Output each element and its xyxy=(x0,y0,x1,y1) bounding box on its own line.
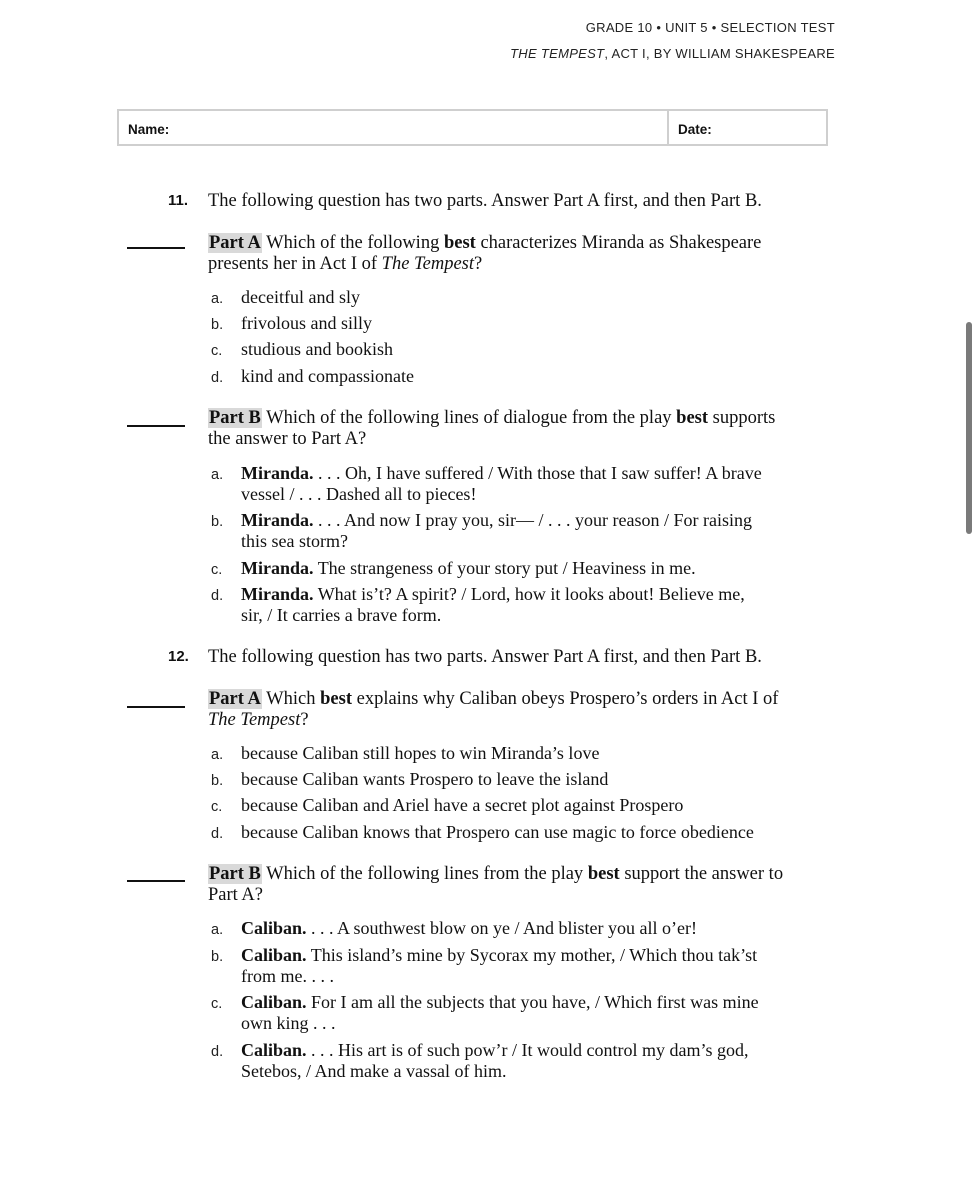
option-text: Setebos, / And make a vassal of him. xyxy=(241,1061,507,1081)
answer-blank-11b[interactable] xyxy=(127,425,185,427)
speaker-name: Caliban. xyxy=(241,1040,307,1060)
option-text: . . . His art is of such pow’r / It would control my dam’s god, xyxy=(306,1040,749,1060)
stem-text: presents her in Act I of xyxy=(208,254,382,274)
speaker-name: Miranda. xyxy=(241,584,314,604)
vertical-scrollbar[interactable] xyxy=(966,322,972,534)
option-letter: d. xyxy=(211,588,224,604)
option-text: . . . A southwest blow on ye / And blister you all o’er! xyxy=(306,918,697,938)
speaker-name: Miranda. xyxy=(241,510,314,530)
speaker-name: Caliban. xyxy=(241,945,307,965)
stem-text: supports xyxy=(708,408,776,428)
part-a-label: Part A xyxy=(209,689,261,709)
stem-italic: The Tempest xyxy=(208,710,301,730)
part-b-label: Part B xyxy=(209,408,261,428)
question-11-intro: The following question has two parts. Answer Part A first, and then Part B. xyxy=(208,191,762,211)
stem-text: the answer to Part A? xyxy=(208,429,367,449)
option-text: because Caliban and Ariel have a secret plot against Prospero xyxy=(241,795,684,815)
date-field[interactable] xyxy=(669,111,826,144)
option-letter: a. xyxy=(211,922,224,938)
option-letter: c. xyxy=(211,996,223,1012)
stem-italic: The Tempest xyxy=(381,254,474,274)
header-title-rest: , ACT I, BY WILLIAM SHAKESPEARE xyxy=(604,46,835,61)
option-letter: b. xyxy=(211,317,224,333)
speaker-name: Miranda. xyxy=(241,558,314,578)
option-letter: c. xyxy=(211,343,223,359)
stem-text: ? xyxy=(474,254,483,274)
option-letter: c. xyxy=(211,562,223,578)
stem-bold: best xyxy=(320,689,352,709)
option-letter: d. xyxy=(211,826,224,842)
option-text: because Caliban still hopes to win Miranda’s love xyxy=(241,743,600,763)
speaker-name: Miranda. xyxy=(241,463,314,483)
stem-text: Which of the following xyxy=(261,233,444,253)
answer-blank-12a[interactable] xyxy=(127,706,185,708)
header-selection-title xyxy=(510,46,835,61)
question-12-part-b-stem xyxy=(208,864,828,906)
option-text: this sea storm? xyxy=(241,531,348,551)
stem-bold: best xyxy=(443,233,476,253)
name-date-box xyxy=(117,109,828,146)
date-label: Date: xyxy=(678,122,712,137)
stem-text: support the answer to xyxy=(619,864,784,884)
option-text: vessel / . . . Dashed all to pieces! xyxy=(241,484,477,504)
option-letter: b. xyxy=(211,773,224,789)
stem-bold: best xyxy=(587,864,620,884)
option-letter: a. xyxy=(211,291,224,307)
question-12-number: 12. xyxy=(168,648,189,665)
answer-blank-12b[interactable] xyxy=(127,880,185,882)
option-letter: d. xyxy=(211,370,224,386)
header-grade-unit: GRADE 10 • UNIT 5 • SELECTION TEST xyxy=(585,20,835,35)
option-text: frivolous and silly xyxy=(241,313,372,333)
question-12-part-a-stem xyxy=(208,689,828,731)
speaker-name: Caliban. xyxy=(241,992,307,1012)
option-letter: a. xyxy=(211,467,224,483)
stem-text: Part A? xyxy=(208,885,263,905)
part-a-label: Part A xyxy=(209,233,261,253)
option-text: What is’t? A spirit? / Lord, how it looks about! Believe me, xyxy=(313,584,745,604)
stem-text: Which of the following lines of dialogue from the play xyxy=(261,408,677,428)
option-text: own king . . . xyxy=(241,1013,336,1033)
option-text: because Caliban wants Prospero to leave the island xyxy=(241,769,609,789)
option-letter: a. xyxy=(211,747,224,763)
option-text: studious and bookish xyxy=(241,339,394,359)
option-text: . . . And now I pray you, sir— / . . . your reason / For raising xyxy=(313,510,752,530)
option-text: deceitful and sly xyxy=(241,287,360,307)
answer-blank-11a[interactable] xyxy=(127,247,185,249)
option-letter: d. xyxy=(211,1044,224,1060)
option-text: For I am all the subjects that you have, / Which first was mine xyxy=(306,992,759,1012)
option-text: This island’s mine by Sycorax my mother, / Which thou tak’st xyxy=(306,945,758,965)
stem-text: explains why Caliban obeys Prospero’s orders in Act I of xyxy=(352,689,779,709)
option-text: from me. . . . xyxy=(241,966,334,986)
name-field[interactable] xyxy=(119,111,669,144)
option-text: . . . Oh, I have suffered / With those that I saw suffer! A brave xyxy=(313,463,762,483)
option-letter: b. xyxy=(211,949,224,965)
stem-text: Which xyxy=(261,689,321,709)
stem-text: Which of the following lines from the play xyxy=(261,864,588,884)
stem-text: ? xyxy=(300,710,309,730)
question-12-intro: The following question has two parts. Answer Part A first, and then Part B. xyxy=(208,647,762,667)
question-11-part-b-stem xyxy=(208,408,828,450)
name-label: Name: xyxy=(128,122,170,137)
question-11-number: 11. xyxy=(168,192,189,209)
question-11-part-a-stem xyxy=(208,233,828,275)
play-title: THE TEMPEST xyxy=(510,46,605,61)
stem-text: characterizes Miranda as Shakespeare xyxy=(475,233,762,253)
option-text: kind and compassionate xyxy=(241,366,414,386)
option-text: sir, / It carries a brave form. xyxy=(241,605,442,625)
option-text: because Caliban knows that Prospero can use magic to force obedience xyxy=(241,822,754,842)
speaker-name: Caliban. xyxy=(241,918,307,938)
option-text: The strangeness of your story put / Heaviness in me. xyxy=(313,558,696,578)
option-letter: b. xyxy=(211,514,224,530)
part-b-label: Part B xyxy=(209,864,261,884)
stem-bold: best xyxy=(676,408,709,428)
option-letter: c. xyxy=(211,799,223,815)
